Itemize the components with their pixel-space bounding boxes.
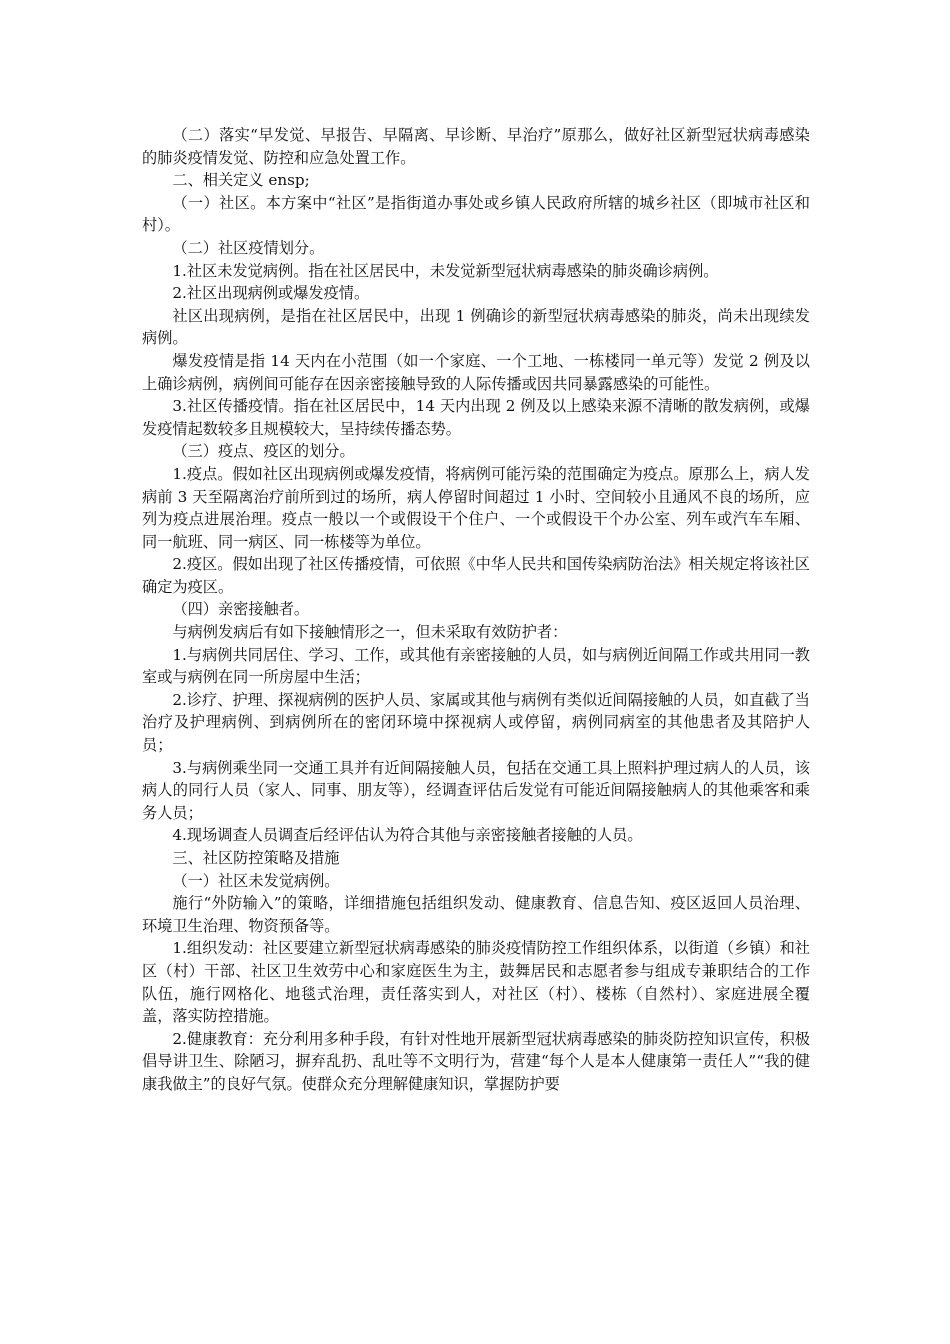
paragraph-epidemic-spot: 1.疫点。假如社区出现病例或爆发疫情，将病例可能污染的范围确定为疫点。原那么上，病人发病前 3 天至隔离治疗前所到过的场所，病人停留时间超过 1 小时、空间较小且通风不良的场所，应列为疫点进展治理。疫点一般以一个或假设干个住户、一个或假设干个办公室、列车或汽车车厢、同一航班、同一病区、同一栋楼等为单位。 — [142, 464, 810, 551]
paragraph-health-education: 2.健康教育：充分利用多种手段，有针对性地开展新型冠状病毒感染的肺炎防控知识宣传，积极倡导讲卫生、除陋习，摒弃乱扔、乱吐等不文明行为，营建“每个人是本人健康第一责任人”“我的健康我做主”的良好气氛。使群众充分理解健康知识，掌握防护要 — [142, 1029, 810, 1093]
document-body — [142, 124, 810, 1096]
paragraph-cases-or-outbreak: 2.社区出现病例或爆发疫情。 — [172, 284, 370, 303]
paragraph-outbreak-definition: 爆发疫情是指 14 天内在小范围（如一个家庭、一个工地、一栋楼同一单元等）发觉 2 例及以上确诊病例，病例间可能存在因亲密接触导致的人际传播或因共同暴露感染的可能性。 — [142, 351, 810, 393]
paragraph-external-prevention: 施行“外防输入”的策略，详细措施包括组织发动、健康教育、信息告知、疫区返回人员治理、环境卫生治理、物资预备等。 — [142, 894, 810, 935]
paragraph-no-cases: 1.社区未发觉病例。指在社区居民中，未发觉新型冠状病毒感染的肺炎确诊病例。 — [172, 261, 719, 280]
paragraph-case-definition: 社区出现病例，是指在社区居民中，出现 1 例确诊的新型冠状病毒感染的肺炎，尚未出现续发病例。 — [142, 306, 810, 348]
heading-close-contacts: （四）亲密接触者。 — [172, 600, 310, 619]
paragraph-organization: 1.组织发动：社区要建立新型冠状病毒感染的肺炎疫情防控工作组织体系，以街道（乡镇）和社区（村）干部、社区卫生效劳中心和家庭医生为主，鼓舞居民和志愿者参与组成专兼职结合的工作队伍，施行网格化、地毯式治理，责任落实到人，对社区（村）、楼栋（自然村）、家庭进展全覆盖，落实防控措施。 — [142, 939, 810, 1026]
heading-no-cases-strategy: （一）社区未发觉病例。 — [172, 871, 340, 890]
heading-prevention-strategies: 三、社区防控策略及措施 — [172, 849, 340, 867]
paragraph-early-detection: （二）落实“早发觉、早报告、早隔离、早诊断、早治疗”原那么，做好社区新型冠状病毒感染的肺炎疫情发觉、防控和应急处置工作。 — [142, 126, 810, 167]
paragraph-contact-item-1: 1.与病例共同居住、学习、工作，或其他有亲密接触的人员，如与病例近间隔工作或共用同一教室或与病例在同一所房屋中生活； — [142, 645, 810, 687]
paragraph-epidemic-area: 2.疫区。假如出现了社区传播疫情，可依照《中华人民共和国传染病防治法》相关规定将该社区确定为疫区。 — [142, 555, 810, 596]
heading-definitions: 二、相关定义 ensp; — [172, 171, 310, 190]
paragraph-contact-item-4: 4.现场调查人员调查后经评估认为符合其他与亲密接触者接触的人员。 — [172, 826, 643, 845]
paragraph-contact-criteria: 与病例发病后有如下接触情形之一，但未采取有效防护者： — [172, 623, 568, 642]
paragraph-community-definition: （一）社区。本方案中“社区”是指街道办事处或乡镇人民政府所辖的城乡社区（即城市社区和村）。 — [142, 193, 810, 235]
paragraph-community-transmission: 3.社区传播疫情。指在社区居民中，14 天内出现 2 例及以上感染来源不清晰的散发病例，或爆发疫情起数较多且规模较大，呈持续传播态势。 — [142, 397, 810, 438]
heading-epidemic-classification: （二）社区疫情划分。 — [172, 238, 325, 257]
paragraph-contact-item-3: 3.与病例乘坐同一交通工具并有近间隔接触人员，包括在交通工具上照料护理过病人的人员，该病人的同行人员（家人、同事、朋友等），经调查评估后发觉有可能近间隔接触病人的其他乘客和乘务人员； — [142, 758, 810, 822]
paragraph-contact-item-2: 2.诊疗、护理、探视病例的医护人员、家属或其他与病例有类似近间隔接触的人员，如直截了当治疗及护理病例、到病例所在的密闭环境中探视病人或停留，病例同病室的其他患者及其陪护人员； — [142, 690, 810, 755]
heading-epidemic-spots-areas: （三）疫点、疫区的划分。 — [172, 442, 355, 461]
